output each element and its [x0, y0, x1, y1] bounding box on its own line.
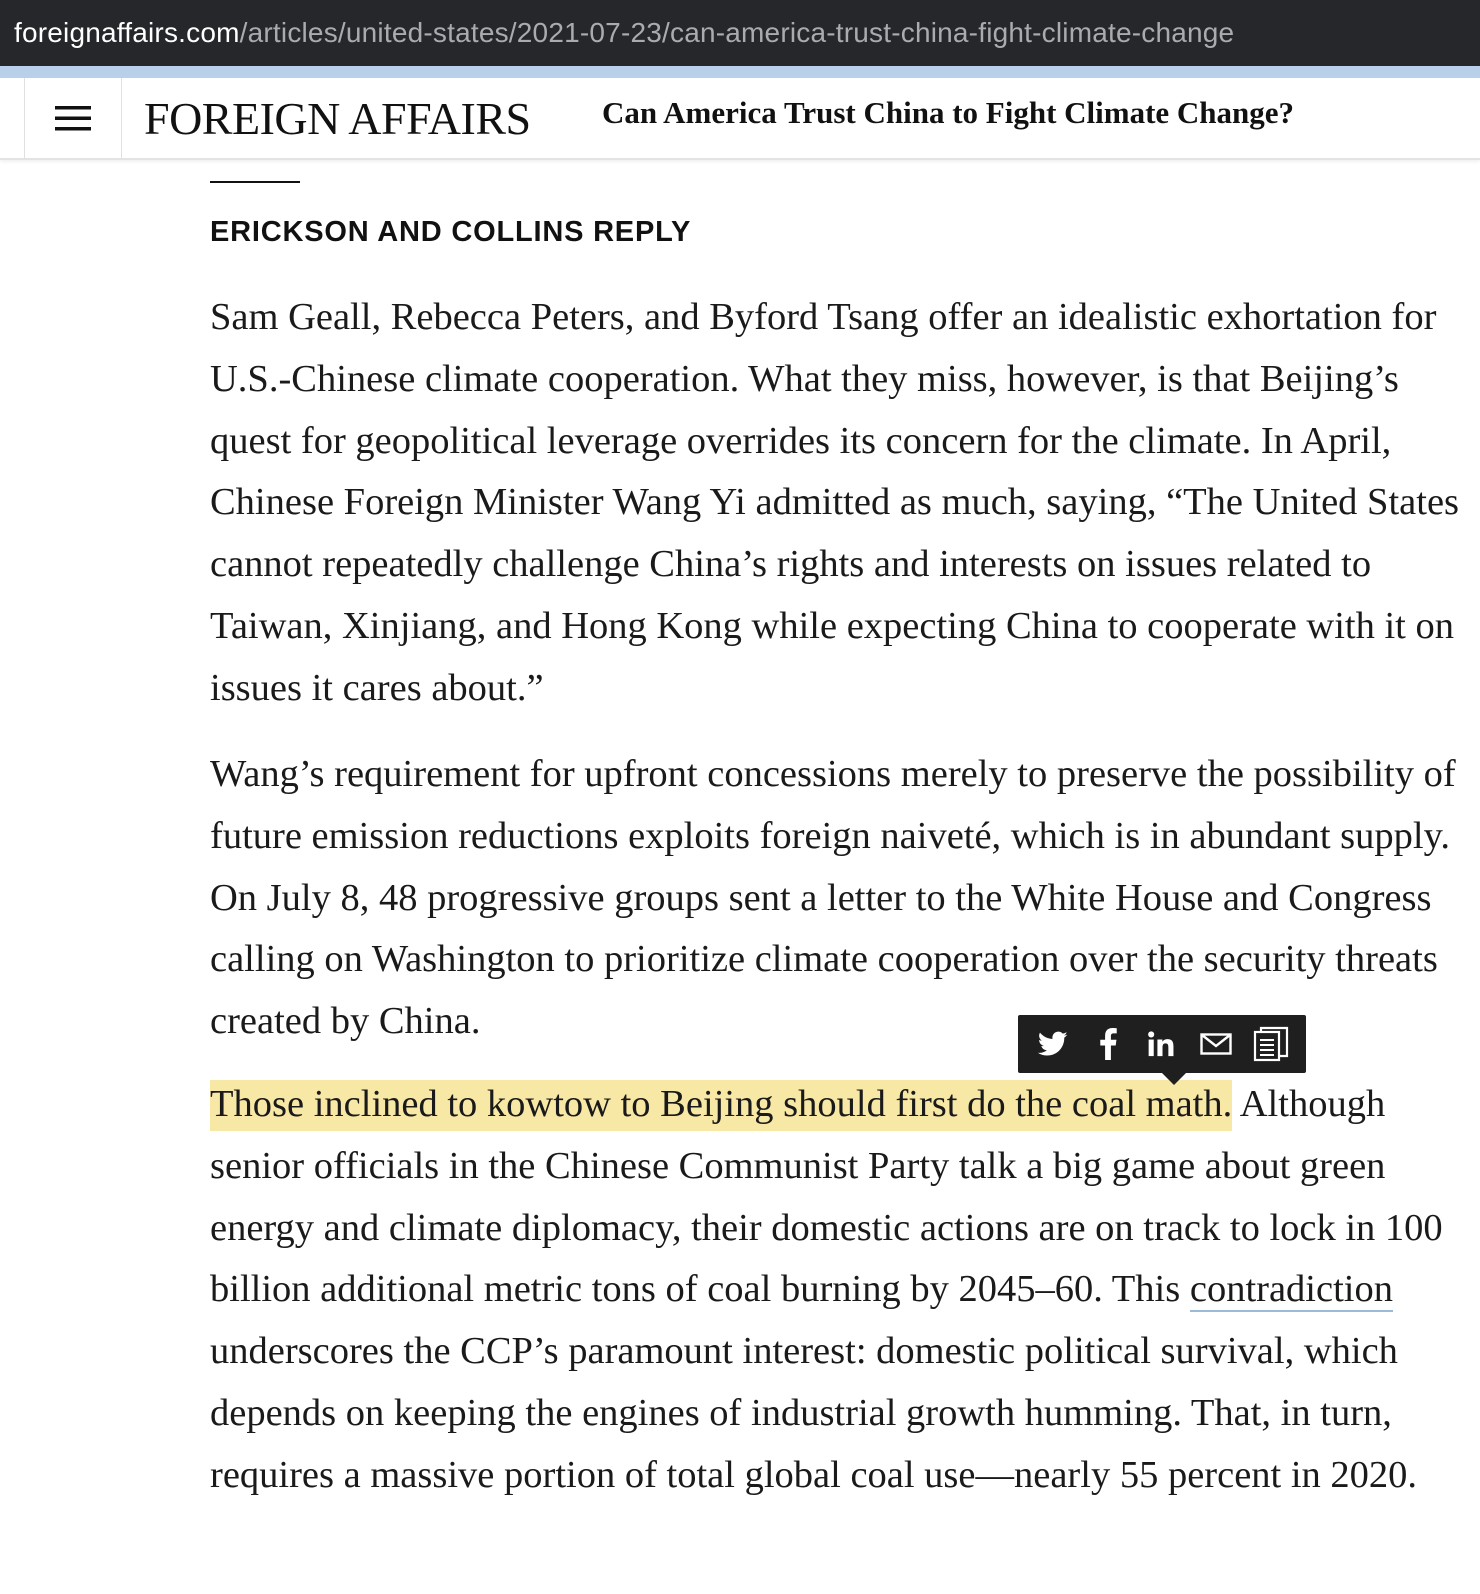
share-facebook-button[interactable] [1086, 1022, 1130, 1066]
url-host: foreignaffairs.com [14, 17, 240, 48]
share-popup [1018, 1015, 1306, 1073]
email-icon [1200, 1033, 1232, 1055]
paragraph-1: Sam Geall, Rebecca Peters, and Byford Tsang offer an idealistic exhortation for U.S.-Chinese climate cooperation. What they miss, however, is that Beijing’s quest for geopolitical leverage overrides its concern for the climate. In April, Chinese Foreign Minister Wang Yi admitted as much, saying, “The United States cannot repeatedly challenge China’s rights and interests on issues related to Taiwan, Xinjiang, and Hong Kong while expecting China to cooperate with it on issues it cares about.” [210, 296, 1460, 709]
header-article-title: Can America Trust China to Fight Climate Change? [602, 95, 1295, 130]
page-load-progress-bar [0, 66, 1480, 78]
share-twitter-button[interactable] [1031, 1022, 1075, 1066]
share-email-button[interactable] [1194, 1022, 1238, 1066]
twitter-icon [1038, 1031, 1068, 1057]
paragraph-2: Wang’s requirement for upfront concessions merely to preserve the possibility of future emission reductions exploits foreign naiveté, which is in abundant supply. On July 8, 48 progressive groups sent a letter to the White House and Congress calling on Washington to prioritize climate cooperation over the security threats created by China. [210, 753, 1456, 1043]
linkedin-icon [1148, 1031, 1176, 1057]
paragraph-3-text-b: underscores the CCP’s paramount interest: domestic political survival, which depends on keeping the engines of industrial growth humming. That, in turn, requires a massive portion of total global coal use—nearly 55 percent in 2020. [210, 1330, 1418, 1496]
highlighted-sentence[interactable]: Those inclined to kowtow to Beijing should first do the coal math. [210, 1080, 1232, 1131]
site-logo[interactable]: FOREIGN AFFAIRS [144, 92, 531, 144]
section-divider [210, 181, 300, 183]
facebook-icon [1099, 1028, 1117, 1060]
menu-button[interactable] [24, 78, 122, 158]
section-heading: ERICKSON AND COLLINS REPLY [210, 216, 692, 248]
hamburger-menu-icon [53, 103, 93, 133]
paragraph-3-text-a: Although senior officials in the Chinese Communist Party talk a big game about green energy and climate diplomacy, their domestic actions are on track to lock in 100 billion additional metric tons of coal burning by 2045–60. This [210, 1083, 1443, 1311]
paragraph-3 [210, 1074, 1460, 1507]
contradiction-link[interactable]: contradiction [1189, 1268, 1393, 1311]
address-bar[interactable] [0, 0, 1480, 66]
url-path: /articles/united-states/2021-07-23/can-america-trust-china-fight-climate-change [239, 17, 1235, 48]
copy-icon [1253, 1026, 1289, 1062]
share-copy-button[interactable] [1249, 1022, 1293, 1066]
share-linkedin-button[interactable] [1140, 1022, 1184, 1066]
site-header [0, 78, 1480, 160]
